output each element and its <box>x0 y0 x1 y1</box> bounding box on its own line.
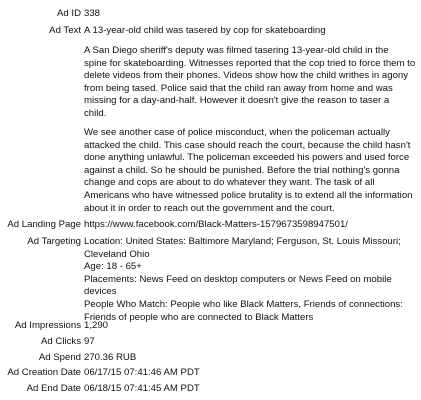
targeting-people-line-2: Friends of people who are connected to Black Matters <box>84 311 314 323</box>
ad-text-paragraph-1: A San Diego sheriff's deputy was filmed tasering 13-year-old child in the spine for skateboarding. Witnesses reported that the cop tried to force them to delete videos from their phones. Videos show how the child writhes in agony from being tased. Police said that the child ran away from home and was missing for a day-and-half. However it doesn't give the reason to taser a child. <box>84 45 416 119</box>
ad-targeting-value <box>84 236 414 324</box>
targeting-placements-line-1: Placements: News Feed on desktop computers or News Feed on mobile <box>84 273 392 285</box>
ad-landing-page-link[interactable]: https://www.facebook.com/Black-Matters-1579673598947501/ <box>84 219 348 230</box>
ad-end-date-label: Ad End Date <box>26 383 81 394</box>
targeting-location-line-2: Cleveland Ohio <box>84 248 150 260</box>
ad-end-date-value: 06/18/15 07:41:45 AM PDT <box>84 383 200 394</box>
ad-text-headline: A 13-year-old child was tasered by cop for skateboarding <box>84 25 326 36</box>
targeting-age: Age: 18 - 65+ <box>84 261 142 273</box>
ad-text-paragraph-2: We see another case of police misconduct, when the policeman actually attacked the child. This case should reach the court, because the child hasn't done anything unlawful. The policeman exceeded his powers and used force against a child. So he should be punished. Before the trial nothing's gonna change and cops are about to do whatever they want. The task of all Americans who have witnessed police brutality is to extend all the information about it in order to reach out the government and the court. <box>84 127 413 214</box>
ad-id-label: Ad ID <box>57 8 81 19</box>
ad-impressions-label: Ad Impressions <box>14 320 81 331</box>
ad-targeting-label: Ad Targeting <box>27 236 81 247</box>
ad-spend-label: Ad Spend <box>38 352 81 363</box>
ad-id-value: 338 <box>84 8 101 19</box>
targeting-location-line-1: Location: United States: Baltimore Maryland; Ferguson, St. Louis Missouri; <box>84 236 401 247</box>
ad-landing-page-label: Ad Landing Page <box>7 219 81 230</box>
targeting-people-line-1: People Who Match: People who like Black Matters, Friends of connections: <box>84 298 403 310</box>
ad-spend-value: 270.36 RUB <box>84 352 137 363</box>
ad-clicks-value: 97 <box>84 336 95 347</box>
ad-creation-date-label: Ad Creation Date <box>7 367 81 378</box>
ad-clicks-label: Ad Clicks <box>41 336 81 347</box>
ad-impressions-value: 1,290 <box>84 320 109 331</box>
ad-text-label: Ad Text <box>49 25 81 36</box>
targeting-placements-line-2: devices <box>84 286 117 298</box>
ad-creation-date-value: 06/17/15 07:41:46 AM PDT <box>84 367 200 378</box>
